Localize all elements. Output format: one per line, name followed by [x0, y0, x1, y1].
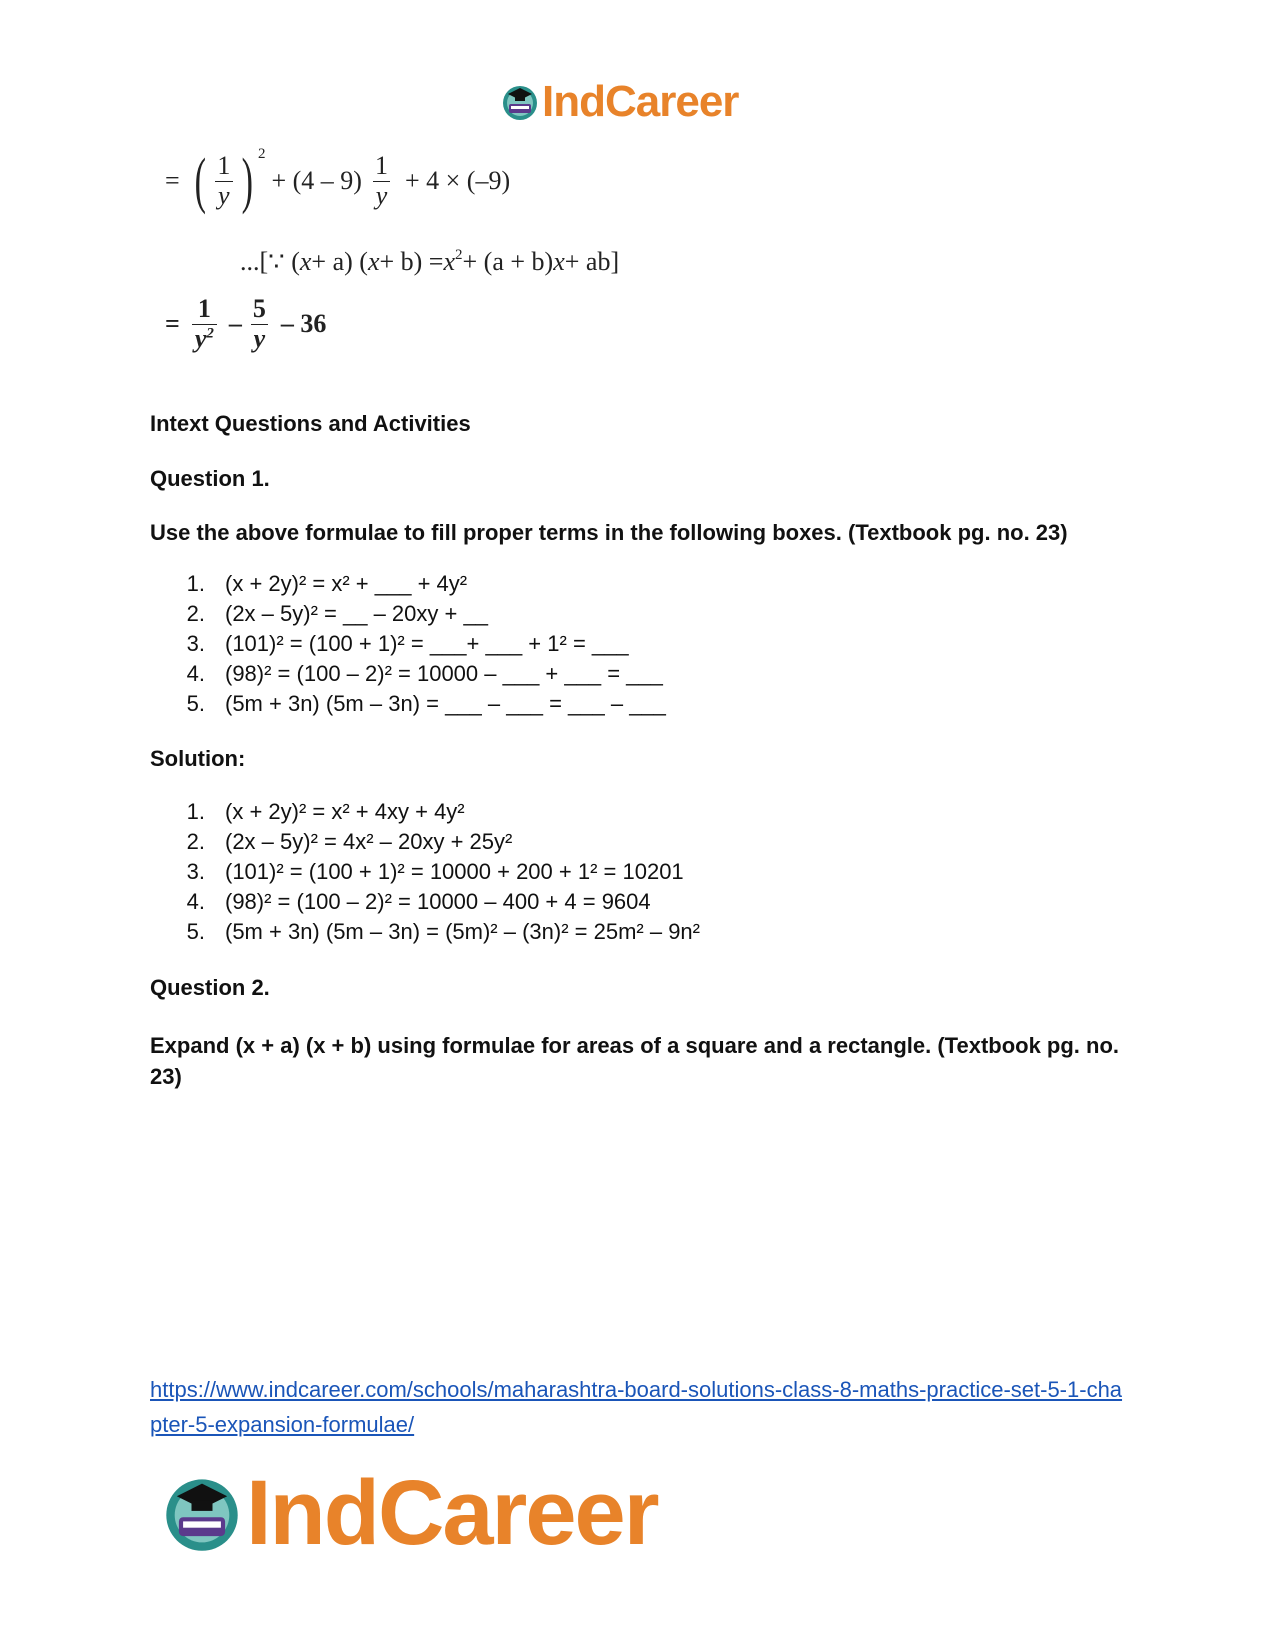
fraction [250, 295, 269, 353]
math-var: x [367, 247, 380, 276]
list-item [150, 599, 666, 629]
list-item-text: (x + 2y)² = x² + ___ + 4y² [225, 571, 468, 596]
source-url-link[interactable]: https://www.indcareer.com/schools/maharashtra-board-solutions-class-8-maths-practice-set-5-1-chapter-5-expansion-formulae/ [150, 1377, 1123, 1437]
list-item-text: (101)² = (100 + 1)² = ___+ ___ + 1² = ___ [225, 631, 629, 656]
list-number: 4. [186, 889, 205, 914]
question-1-title: Question 1. [150, 466, 270, 491]
section-title: Intext Questions and Activities [150, 411, 471, 436]
exponent: 2 [257, 146, 266, 162]
brand-wordmark: IndCareer [542, 77, 739, 126]
list-item-text: (5m + 3n) (5m – 3n) = ___ – ___ = ___ – ___ [225, 691, 666, 716]
math-line-2 [240, 247, 619, 277]
math-var: x [443, 247, 456, 276]
list-number: 1. [186, 571, 205, 596]
list-number: 5. [186, 919, 205, 944]
question-2-prompt: Expand (x + a) (x + b) using formulae for areas of a square and a rectangle. (Textbook pg. no. 23) [150, 1033, 1120, 1089]
equals-sign: = [165, 166, 180, 195]
list-item [150, 887, 700, 917]
graduation-cap-book-globe-icon [160, 1471, 244, 1555]
list-item-text: (101)² = (100 + 1)² = 10000 + 200 + 1² = 10201 [225, 859, 684, 884]
math-line-1 [165, 146, 511, 215]
numerator: 1 [217, 150, 231, 180]
math-var: x [299, 247, 312, 276]
left-paren: ( [194, 147, 206, 215]
brand-wordmark: IndCareer [246, 1462, 658, 1564]
list-item [150, 797, 700, 827]
list-number: 3. [186, 631, 205, 656]
math-line-3 [165, 295, 326, 353]
list-item [150, 857, 700, 887]
question-1-prompt: Use the above formulae to fill proper terms in the following boxes. (Textbook pg. no. 23) [150, 520, 1068, 545]
numerator: 1 [197, 294, 211, 323]
right-paren: ) [241, 147, 254, 215]
header-logo [500, 77, 739, 126]
solution-list [150, 797, 700, 947]
math-term: + (4 – 9) [271, 166, 362, 195]
footer-logo [160, 1462, 658, 1564]
minus-sign: – [228, 309, 242, 339]
list-item-text: (2x – 5y)² = __ – 20xy + __ [225, 601, 488, 626]
numerator: 1 [374, 150, 388, 180]
denominator: y [373, 181, 391, 211]
math-text: + (a + b) [462, 247, 554, 276]
fraction [192, 295, 217, 353]
list-number: 4. [186, 661, 205, 686]
math-text: ...[∵ ( [240, 247, 300, 276]
numerator: 5 [252, 294, 266, 323]
question-2-title: Question 2. [150, 975, 270, 1000]
denominator: y [215, 181, 233, 211]
exponent: 2 [455, 247, 463, 263]
list-number: 1. [186, 799, 205, 824]
list-item [150, 827, 700, 857]
math-var: x [553, 247, 565, 276]
list-item-text: (98)² = (100 – 2)² = 10000 – ___ + ___ = ___ [225, 661, 663, 686]
exponent: 2 [206, 324, 214, 341]
solution-title: Solution: [150, 746, 246, 771]
denominator-var: y [194, 323, 207, 353]
graduation-cap-book-globe-icon [500, 82, 540, 122]
equals-sign: = [165, 309, 180, 339]
list-item [150, 689, 666, 719]
list-number: 5. [186, 691, 205, 716]
math-text: + a) ( [311, 247, 368, 276]
list-item [150, 917, 700, 947]
list-item [150, 659, 666, 689]
list-item-text: (x + 2y)² = x² + 4xy + 4y² [225, 799, 465, 824]
list-number: 3. [186, 859, 205, 884]
fraction [214, 152, 233, 210]
list-item [150, 569, 666, 599]
math-term: – 36 [280, 309, 327, 339]
denominator: y [251, 324, 269, 354]
list-item-text: (5m + 3n) (5m – 3n) = (5m)² – (3n)² = 25m² – 9n² [225, 919, 700, 944]
question-1-list [150, 569, 666, 719]
math-term: + 4 × (–9) [404, 166, 511, 195]
list-number: 2. [186, 829, 205, 854]
math-text: + b) = [379, 247, 444, 276]
denominator [192, 324, 217, 354]
math-text: + ab] [564, 247, 620, 276]
fraction [372, 152, 391, 210]
list-number: 2. [186, 601, 205, 626]
list-item [150, 629, 666, 659]
list-item-text: (2x – 5y)² = 4x² – 20xy + 25y² [225, 829, 513, 854]
list-item-text: (98)² = (100 – 2)² = 10000 – 400 + 4 = 9604 [225, 889, 651, 914]
